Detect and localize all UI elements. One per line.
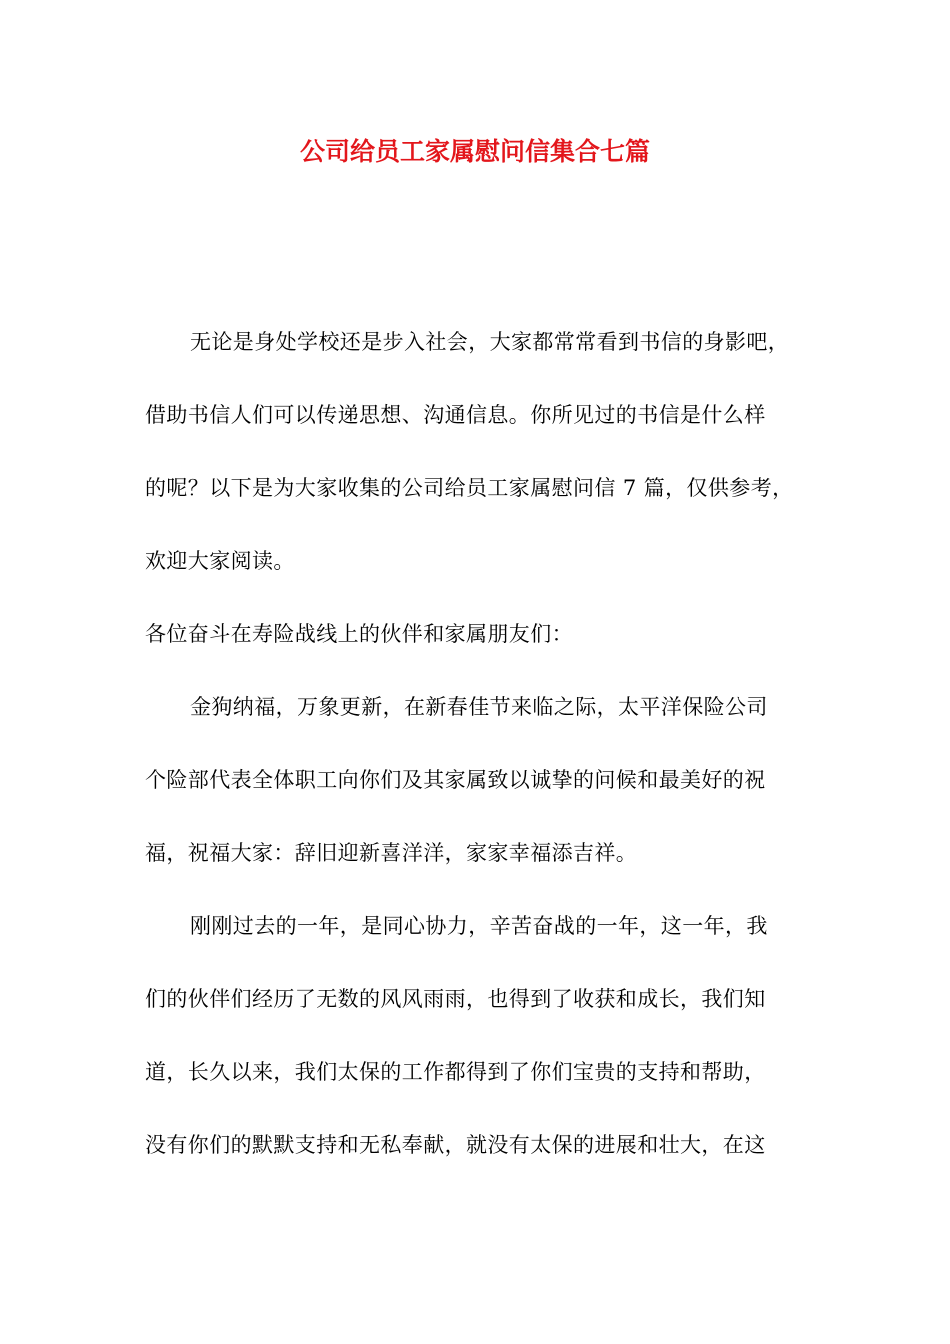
text-line: 刚刚过去的一年，是同心协力，辛苦奋战的一年，这一年，我: [190, 914, 768, 938]
text-line: 福，祝福大家：辞旧迎新喜洋洋，家家幸福添吉祥。: [145, 841, 638, 865]
salutation-line: 各位奋斗在寿险战线上的伙伴和家属朋友们：: [145, 622, 573, 646]
document-body: [145, 322, 825, 1198]
text-line: 个险部代表全体职工向你们及其家属致以诚挚的问候和最美好的祝: [145, 768, 766, 792]
document-title: 公司给员工家属慰问信集合七篇: [299, 137, 650, 166]
text-line: 的呢？以下是为大家收集的公司给员工家属慰问信 7 篇，仅供参考，: [145, 476, 794, 500]
text-line: 无论是身处学校还是步入社会，大家都常常看到书信的身影吧，: [190, 330, 790, 354]
text-line: 金狗纳福，万象更新，在新春佳节来临之际，太平洋保险公司: [190, 695, 768, 719]
text-line: 没有你们的默默支持和无私奉献，就没有太保的进展和壮大，在这: [145, 1133, 766, 1157]
text-line: 借助书信人们可以传递思想、沟通信息。你所见过的书信是什么样: [145, 403, 766, 427]
text-line: 道，长久以来，我们太保的工作都得到了你们宝贵的支持和帮助，: [145, 1060, 766, 1084]
text-line: 们的伙伴们经历了无数的风风雨雨，也得到了收获和成长，我们知: [145, 987, 766, 1011]
text-line: 欢迎大家阅读。: [145, 549, 295, 573]
